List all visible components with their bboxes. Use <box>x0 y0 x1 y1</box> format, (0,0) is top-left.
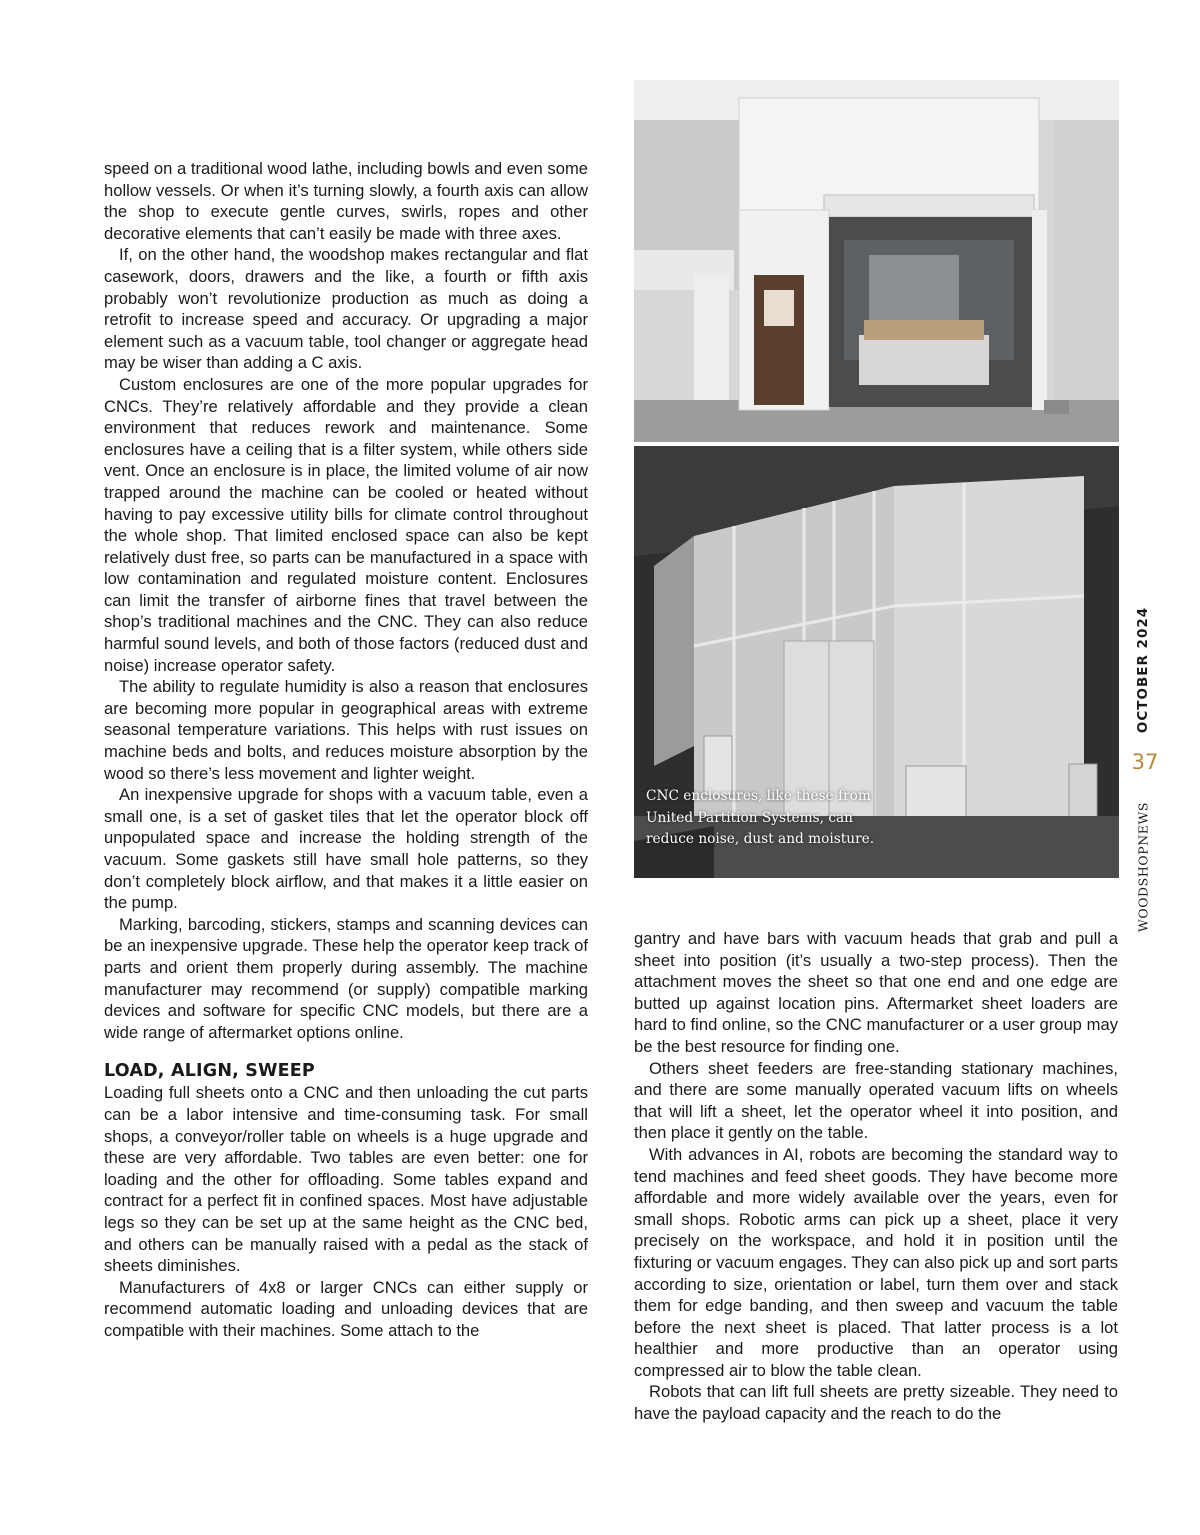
publication-name-text: WOODSHOPNEWS <box>1135 801 1151 933</box>
paragraph: Custom enclosures are one of the more popular upgrades for CNCs. They’re relatively affordable and they provide a clean environment that reduces rework and maintenance. Some enclosures have a ceiling that is a filter system, while others side vent. Once an enclosure is in place, the limited volume of air now trapped around the machine can be cooled or heated without having to pay excessive utility bills for climate control throughout the whole shop. That limited enclosed space can also be kept relatively dust free, so parts can be manufactured in a space with low contamination and regulated moisture content. Enclosures can limit the transfer of airborne fines that travel between the shop’s traditional machines and the CNC. They can also reduce harmful sound levels, and both of those factors (reduced dust and noise) increase operator safety. <box>104 374 588 675</box>
paragraph: If, on the other hand, the woodshop makes rectangular and flat casework, doors, drawers and the like, a fourth or fifth axis probably won’t revolutionize production as much as doing a retrofit to increase speed and accuracy. Or upgrading a major element such as a vacuum table, tool changer or aggregate head may be wiser than adding a C axis. <box>104 245 588 373</box>
article-right-column <box>634 928 1118 1425</box>
paragraph: Marking, barcoding, stickers, stamps and scanning devices can be an inexpensive upgrade. These help the operator keep track of parts and orient them properly during assembly. The machine manufacturer may recommend (or supply) compatible marking devices and software for specific CNC models, but there are a wide range of aftermarket options online. <box>104 914 589 1042</box>
issue-date <box>1133 605 1153 735</box>
paragraph: Loading full sheets onto a CNC and then unloading the cut parts can be a labor intensive and time-consuming task. For small shops, a conveyor/roller table on wheels is a huge upgrade and these are very affordable. Two tables are even better: one for loading and the other for offloading. Some tables expand and contract for a perfect fit in confined spaces. Most have adjustable legs so they can be set up at the same height as the CNC bed, and others can be manually raised with a pedal as the stack of sheets diminishes. <box>104 1083 588 1276</box>
paragraph: speed on a traditional wood lathe, including bowls and even some hollow vessels. Or when it’s turning slowly, a fourth axis can allow the shop to execute gentle curves, swirls, ropes and other decorative elements that can’t easily be made with three axes. <box>104 159 588 243</box>
paragraph: Others sheet feeders are free-standing stationary machines, and there are some manually operated vacuum lifts on wheels that will lift a sheet, let the operator wheel it into position, and then place it gently on the table. <box>634 1058 1118 1143</box>
section-heading: LOAD, ALIGN, SWEEP <box>104 1061 315 1082</box>
paragraph: An inexpensive upgrade for shops with a vacuum table, even a small one, is a set of gasket tiles that let the operator block off unpopulated space and increase the holding strength of the vacuum. Some gaskets still have small hole patterns, so they don’t completely block airflow, and that makes it a little easier on the pump. <box>104 785 588 913</box>
enclosure-illustration-top <box>634 80 1119 442</box>
page-number: 37 <box>1131 750 1159 774</box>
paragraph: Manufacturers of 4x8 or larger CNCs can either supply or recommend automatic loading and unloading devices that are compatible with their machines. Some attach to the <box>104 1277 588 1340</box>
paragraph: The ability to regulate humidity is also a reason that enclosures are becoming more popular in geographical areas with extreme seasonal temperature variations. This helps with rust issues on machine beds and bolts, and reduces moisture absorption by the wood so there’s less movement and lighter weight. <box>104 677 588 783</box>
photo-caption: CNC enclosures, like these from United Partition Systems, can reduce noise, dust and moisture. <box>646 788 875 848</box>
article-left-column <box>104 158 588 1341</box>
paragraph: Robots that can lift full sheets are pretty sizeable. They need to have the payload capacity and the reach to do the <box>634 1382 1118 1424</box>
publication-name <box>1133 792 1153 942</box>
paragraph: With advances in AI, robots are becoming the standard way to tend machines and feed sheet goods. They have become more affordable and more widely available over the years, even for small shops. Robotic arms can pick up a sheet, place it very precisely on the workspace, and hold it in position until the fixturing or vacuum engages. They can also pick up and sort parts according to size, orientation or label, turn them over and stack them for edge banding, and then sweep and vacuum the table before the next sheet is placed. That latter process is a lot healthier and more productive than an operator using compressed air to blow the table clean. <box>634 1144 1118 1380</box>
enclosure-photo-top <box>634 80 1119 442</box>
issue-date-text: OCTOBER 2024 <box>1135 606 1151 734</box>
paragraph: gantry and have bars with vacuum heads that grab and pull a sheet into position (it’s usually a two-step process). Then the attachment moves the sheet so that one end and one edge are butted up against location pins. Aftermarket sheet loaders are hard to find online, so the CNC manufacturer or a user group may be the best resource for finding one. <box>634 929 1118 1056</box>
